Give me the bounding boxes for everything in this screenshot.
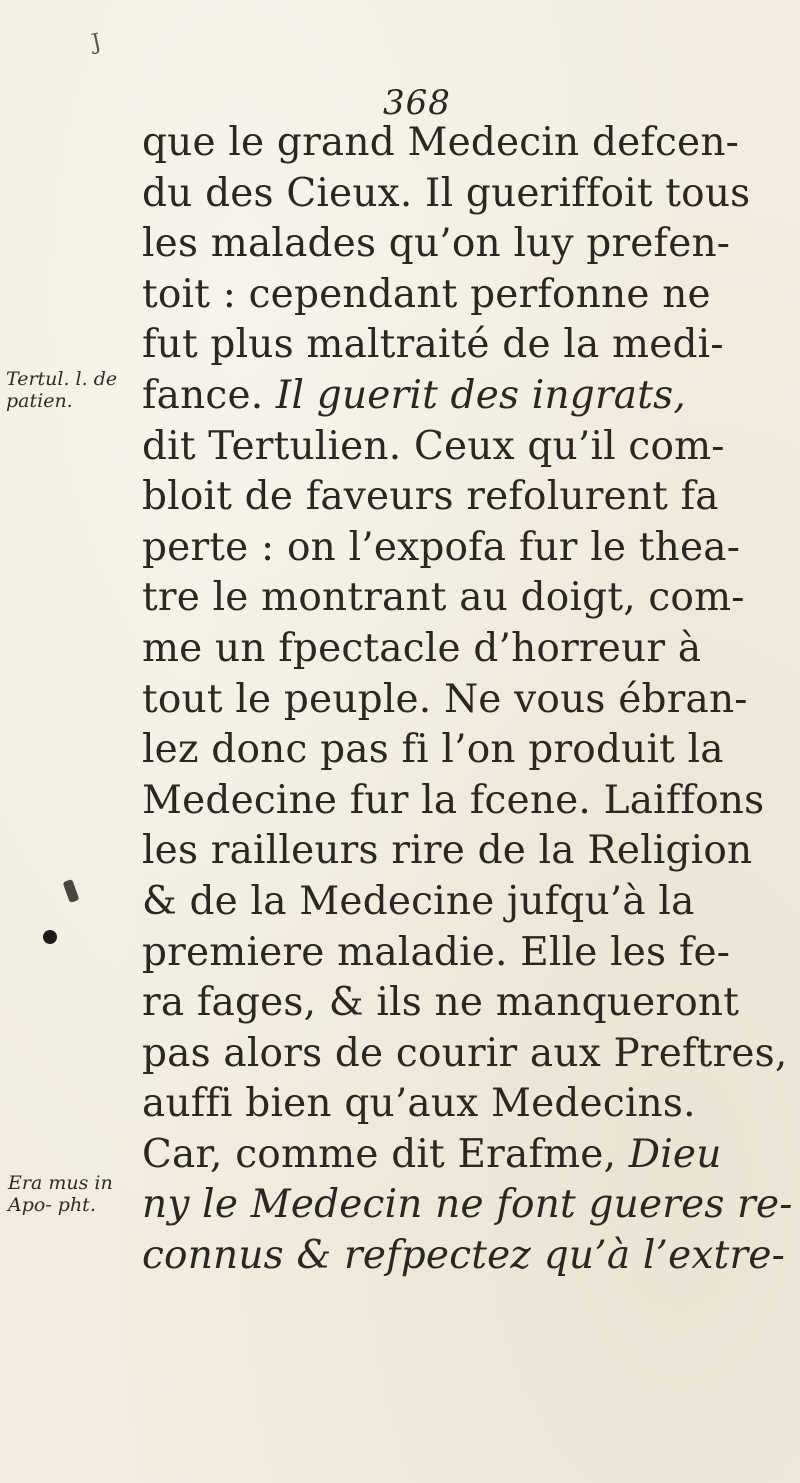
text-line	[142, 1180, 793, 1231]
text-line-roman: auffi bien qu’aux Medecins.	[142, 1081, 696, 1127]
text-line-roman: & de la Medecine jufqu’à la	[142, 878, 695, 924]
text-line	[142, 928, 782, 979]
text-line	[142, 978, 782, 1029]
text-line-roman: fut plus maltraité de la medi-	[142, 322, 724, 368]
text-line	[142, 573, 782, 624]
text-line-roman: les railleurs rire de la Religion	[142, 828, 753, 874]
text-line-italic: connus & refpectez qu’à l’extre-	[142, 1233, 785, 1279]
page-number: 368	[383, 83, 451, 123]
text-line-roman: dit Tertulien. Ceux qu’il com-	[142, 423, 725, 469]
text-line	[142, 826, 782, 877]
text-line-roman: tre le montrant au doigt, com-	[142, 575, 745, 621]
text-line	[142, 1079, 782, 1130]
text-line	[142, 776, 782, 827]
text-line	[142, 624, 782, 675]
text-line-roman: fance.	[142, 372, 276, 418]
text-line-roman: du des Cieux. Il gueriffoit tous	[142, 170, 751, 216]
corner-mark: J	[89, 29, 104, 56]
text-line	[142, 1231, 785, 1282]
text-line	[142, 877, 782, 928]
text-line-roman: me un fpectacle d’horreur à	[142, 625, 702, 671]
text-line-roman: pas alors de courir aux Preftres,	[142, 1030, 788, 1076]
ink-spot	[43, 930, 57, 944]
text-line-roman: perte : on l’expofa fur le thea-	[142, 524, 741, 570]
margin-note-erasmus: Era mus in Apo- pht.	[8, 1172, 113, 1216]
text-line-roman: que le grand Medecin defcen-	[142, 120, 740, 165]
text-line-italic: Dieu	[628, 1131, 722, 1177]
text-line-roman: lez donc pas fi l’on produit la	[142, 727, 724, 773]
text-line	[142, 270, 782, 321]
text-line-roman: bloit de faveurs refolurent fa	[142, 474, 719, 520]
text-line	[142, 371, 782, 422]
text-line-roman: Car, comme dit Erafme,	[142, 1131, 629, 1177]
text-line	[142, 1130, 782, 1181]
text-line	[142, 523, 782, 574]
text-line-roman: toit : cependant perfonne ne	[142, 271, 711, 317]
text-line-italic: Il guerit des ingrats,	[275, 372, 686, 418]
text-line-italic: ny le Medecin ne font gueres re-	[142, 1182, 793, 1228]
text-line	[142, 320, 782, 371]
text-line	[142, 472, 782, 523]
text-line	[142, 118, 782, 169]
body-text	[142, 118, 793, 1282]
text-line	[142, 219, 782, 270]
text-line	[142, 725, 782, 776]
text-line	[142, 675, 782, 726]
text-line-roman: les malades qu’on luy prefen-	[142, 221, 731, 267]
text-line	[142, 422, 782, 473]
ink-mark	[63, 879, 80, 903]
text-line	[142, 169, 782, 220]
text-line	[142, 1029, 788, 1080]
margin-note-tertullian: Tertul. l. de patien.	[6, 368, 118, 412]
text-line-roman: tout le peuple. Ne vous ébran-	[142, 676, 748, 722]
text-line-roman: ra fages, & ils ne manqueront	[142, 980, 740, 1026]
text-line-roman: premiere maladie. Elle les fe-	[142, 929, 731, 975]
text-line-roman: Medecine fur la fcene. Laiffons	[142, 777, 765, 823]
